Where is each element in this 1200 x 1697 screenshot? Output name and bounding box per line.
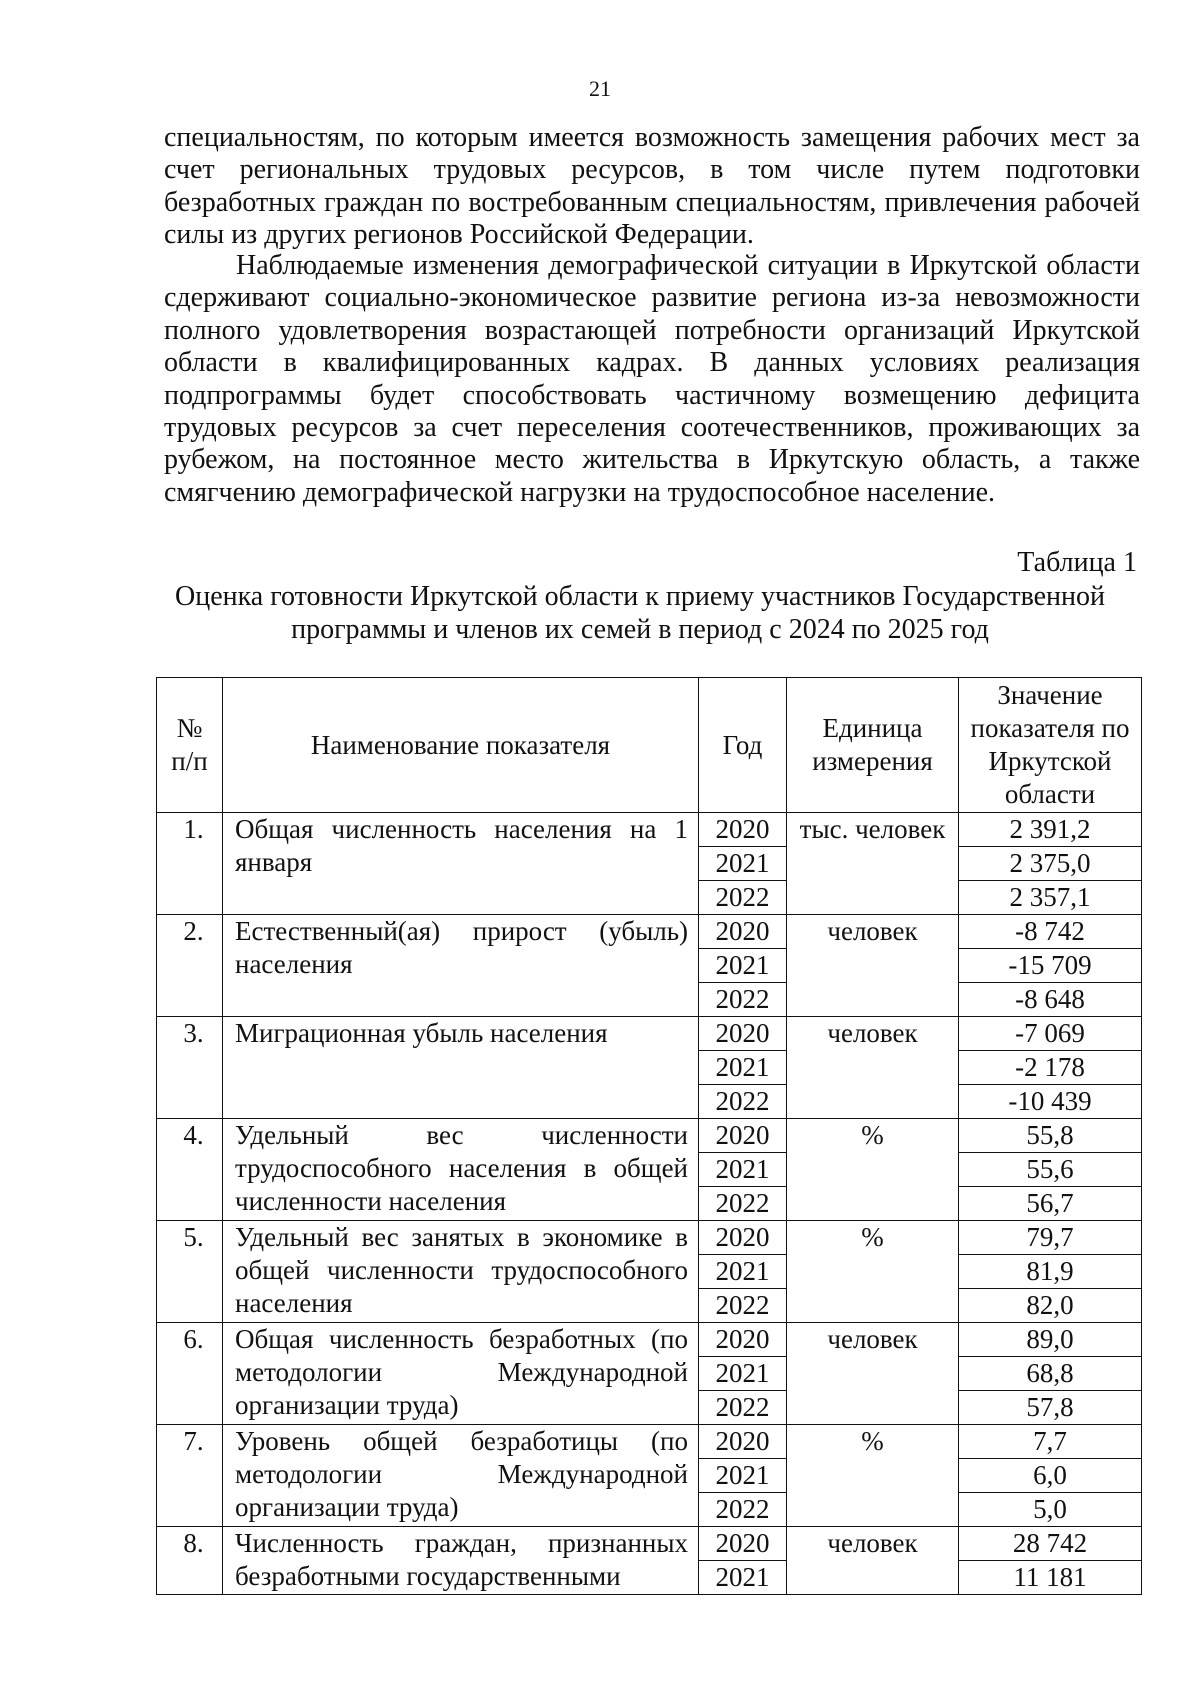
unit-cell: человек <box>787 1017 959 1119</box>
year-cell: 2022 <box>699 1493 787 1527</box>
year-cell: 2021 <box>699 847 787 881</box>
unit-cell: человек <box>787 1323 959 1425</box>
table-row <box>157 1527 1142 1561</box>
header-unit-line-2: измерения <box>812 746 933 776</box>
indicator-table <box>156 677 1142 1595</box>
year-cell: 2021 <box>699 1153 787 1187</box>
value-cell: 6,0 <box>959 1459 1142 1493</box>
year-cell: 2020 <box>699 1527 787 1561</box>
value-cell: -8 742 <box>959 915 1142 949</box>
year-cell: 2020 <box>699 1221 787 1255</box>
unit-cell: % <box>787 1119 959 1221</box>
year-cell: 2020 <box>699 915 787 949</box>
unit-cell: тыс. человек <box>787 813 959 915</box>
indicator-name: Удельный вес занятых в экономике в общей численности трудоспособного населения <box>223 1221 699 1323</box>
header-year: Год <box>699 678 787 813</box>
value-cell: 7,7 <box>959 1425 1142 1459</box>
year-cell: 2022 <box>699 881 787 915</box>
year-cell: 2022 <box>699 1187 787 1221</box>
header-number-line-2: п/п <box>171 746 208 776</box>
row-number: 4. <box>157 1119 223 1221</box>
value-cell: 56,7 <box>959 1187 1142 1221</box>
table-caption-line-2: программы и членов их семей в период с 2024 по 2025 год <box>291 614 989 645</box>
table-row <box>157 1017 1142 1051</box>
indicator-name: Удельный вес численности трудоспособного населения в общей численности населения <box>223 1119 699 1221</box>
table-body <box>157 813 1142 1595</box>
table-caption <box>140 580 1140 646</box>
header-value <box>959 678 1142 813</box>
value-cell: -8 648 <box>959 983 1142 1017</box>
year-cell: 2022 <box>699 983 787 1017</box>
header-number <box>157 678 223 813</box>
paragraph-1: специальностям, по которым имеется возможность замещения рабочих мест за счет региональных трудовых ресурсов, в том числе путем подготовки безработных граждан по востребованным специальностям, привлечения рабочей силы из других регионов Российской Федерации. <box>164 122 1140 251</box>
value-cell: 55,6 <box>959 1153 1142 1187</box>
value-cell: 2 375,0 <box>959 847 1142 881</box>
table-row <box>157 1425 1142 1459</box>
value-cell: 55,8 <box>959 1119 1142 1153</box>
year-cell: 2020 <box>699 1119 787 1153</box>
table-row <box>157 1119 1142 1153</box>
year-cell: 2022 <box>699 1391 787 1425</box>
table-header-row <box>157 678 1142 813</box>
value-cell: -15 709 <box>959 949 1142 983</box>
value-cell: 81,9 <box>959 1255 1142 1289</box>
header-number-line-1: № <box>176 713 203 743</box>
unit-cell: человек <box>787 915 959 1017</box>
year-cell: 2021 <box>699 1459 787 1493</box>
indicator-name: Общая численность безработных (по методологии Международной организации труда) <box>223 1323 699 1425</box>
header-value-line-4: области <box>1004 779 1096 809</box>
year-cell: 2020 <box>699 1017 787 1051</box>
header-value-line-2: показателя по <box>970 713 1130 743</box>
value-cell: 82,0 <box>959 1289 1142 1323</box>
table-row <box>157 915 1142 949</box>
indicator-name: Уровень общей безработицы (по методологии Международной организации труда) <box>223 1425 699 1527</box>
row-number: 8. <box>157 1527 223 1595</box>
year-cell: 2021 <box>699 1255 787 1289</box>
indicator-name: Естественный(ая) прирост (убыль) населения <box>223 915 699 1017</box>
year-cell: 2022 <box>699 1289 787 1323</box>
indicator-name: Численность граждан, признанных безработными государственными <box>223 1527 699 1595</box>
year-cell: 2020 <box>699 813 787 847</box>
row-number: 3. <box>157 1017 223 1119</box>
row-number: 2. <box>157 915 223 1017</box>
header-unit <box>787 678 959 813</box>
value-cell: -10 439 <box>959 1085 1142 1119</box>
table-row <box>157 1323 1142 1357</box>
indicator-name: Общая численность населения на 1 января <box>223 813 699 915</box>
table-row <box>157 1221 1142 1255</box>
indicator-name: Миграционная убыль населения <box>223 1017 699 1119</box>
year-cell: 2021 <box>699 1561 787 1595</box>
year-cell: 2021 <box>699 1051 787 1085</box>
year-cell: 2021 <box>699 949 787 983</box>
row-number: 7. <box>157 1425 223 1527</box>
value-cell: -7 069 <box>959 1017 1142 1051</box>
unit-cell: % <box>787 1425 959 1527</box>
value-cell: 68,8 <box>959 1357 1142 1391</box>
row-number: 6. <box>157 1323 223 1425</box>
year-cell: 2022 <box>699 1085 787 1119</box>
table-caption-line-1: Оценка готовности Иркутской области к приему участников Государственной <box>174 581 1105 612</box>
year-cell: 2020 <box>699 1425 787 1459</box>
value-cell: 2 391,2 <box>959 813 1142 847</box>
value-cell: 79,7 <box>959 1221 1142 1255</box>
row-number: 5. <box>157 1221 223 1323</box>
header-value-line-3: Иркутской <box>988 746 1112 776</box>
page-number: 21 <box>589 76 611 101</box>
value-cell: 57,8 <box>959 1391 1142 1425</box>
value-cell: 11 181 <box>959 1561 1142 1595</box>
value-cell: -2 178 <box>959 1051 1142 1085</box>
table-row <box>157 813 1142 847</box>
value-cell: 5,0 <box>959 1493 1142 1527</box>
header-indicator-name: Наименование показателя <box>223 678 699 813</box>
unit-cell: % <box>787 1221 959 1323</box>
value-cell: 89,0 <box>959 1323 1142 1357</box>
value-cell: 2 357,1 <box>959 881 1142 915</box>
year-cell: 2021 <box>699 1357 787 1391</box>
unit-cell: человек <box>787 1527 959 1595</box>
table-label: Таблица 1 <box>1017 547 1137 578</box>
paragraph-2: Наблюдаемые изменения демографической ситуации в Иркутской области сдерживают социально-экономическое развитие региона из-за невозможности полного удовлетворения возрастающей потребности организаций Иркутской области в квалифицированных кадрах. В данных условиях реализация подпрограммы будет способствовать частичному возмещению дефицита трудовых ресурсов за счет переселения соотечественников, проживающих за рубежом, на постоянное место жительства в Иркутскую область, а также смягчению демографической нагрузки на трудоспособное население. <box>164 250 1140 508</box>
header-unit-line-1: Единица <box>822 713 923 743</box>
header-value-line-1: Значение <box>997 680 1103 710</box>
year-cell: 2020 <box>699 1323 787 1357</box>
value-cell: 28 742 <box>959 1527 1142 1561</box>
row-number: 1. <box>157 813 223 915</box>
